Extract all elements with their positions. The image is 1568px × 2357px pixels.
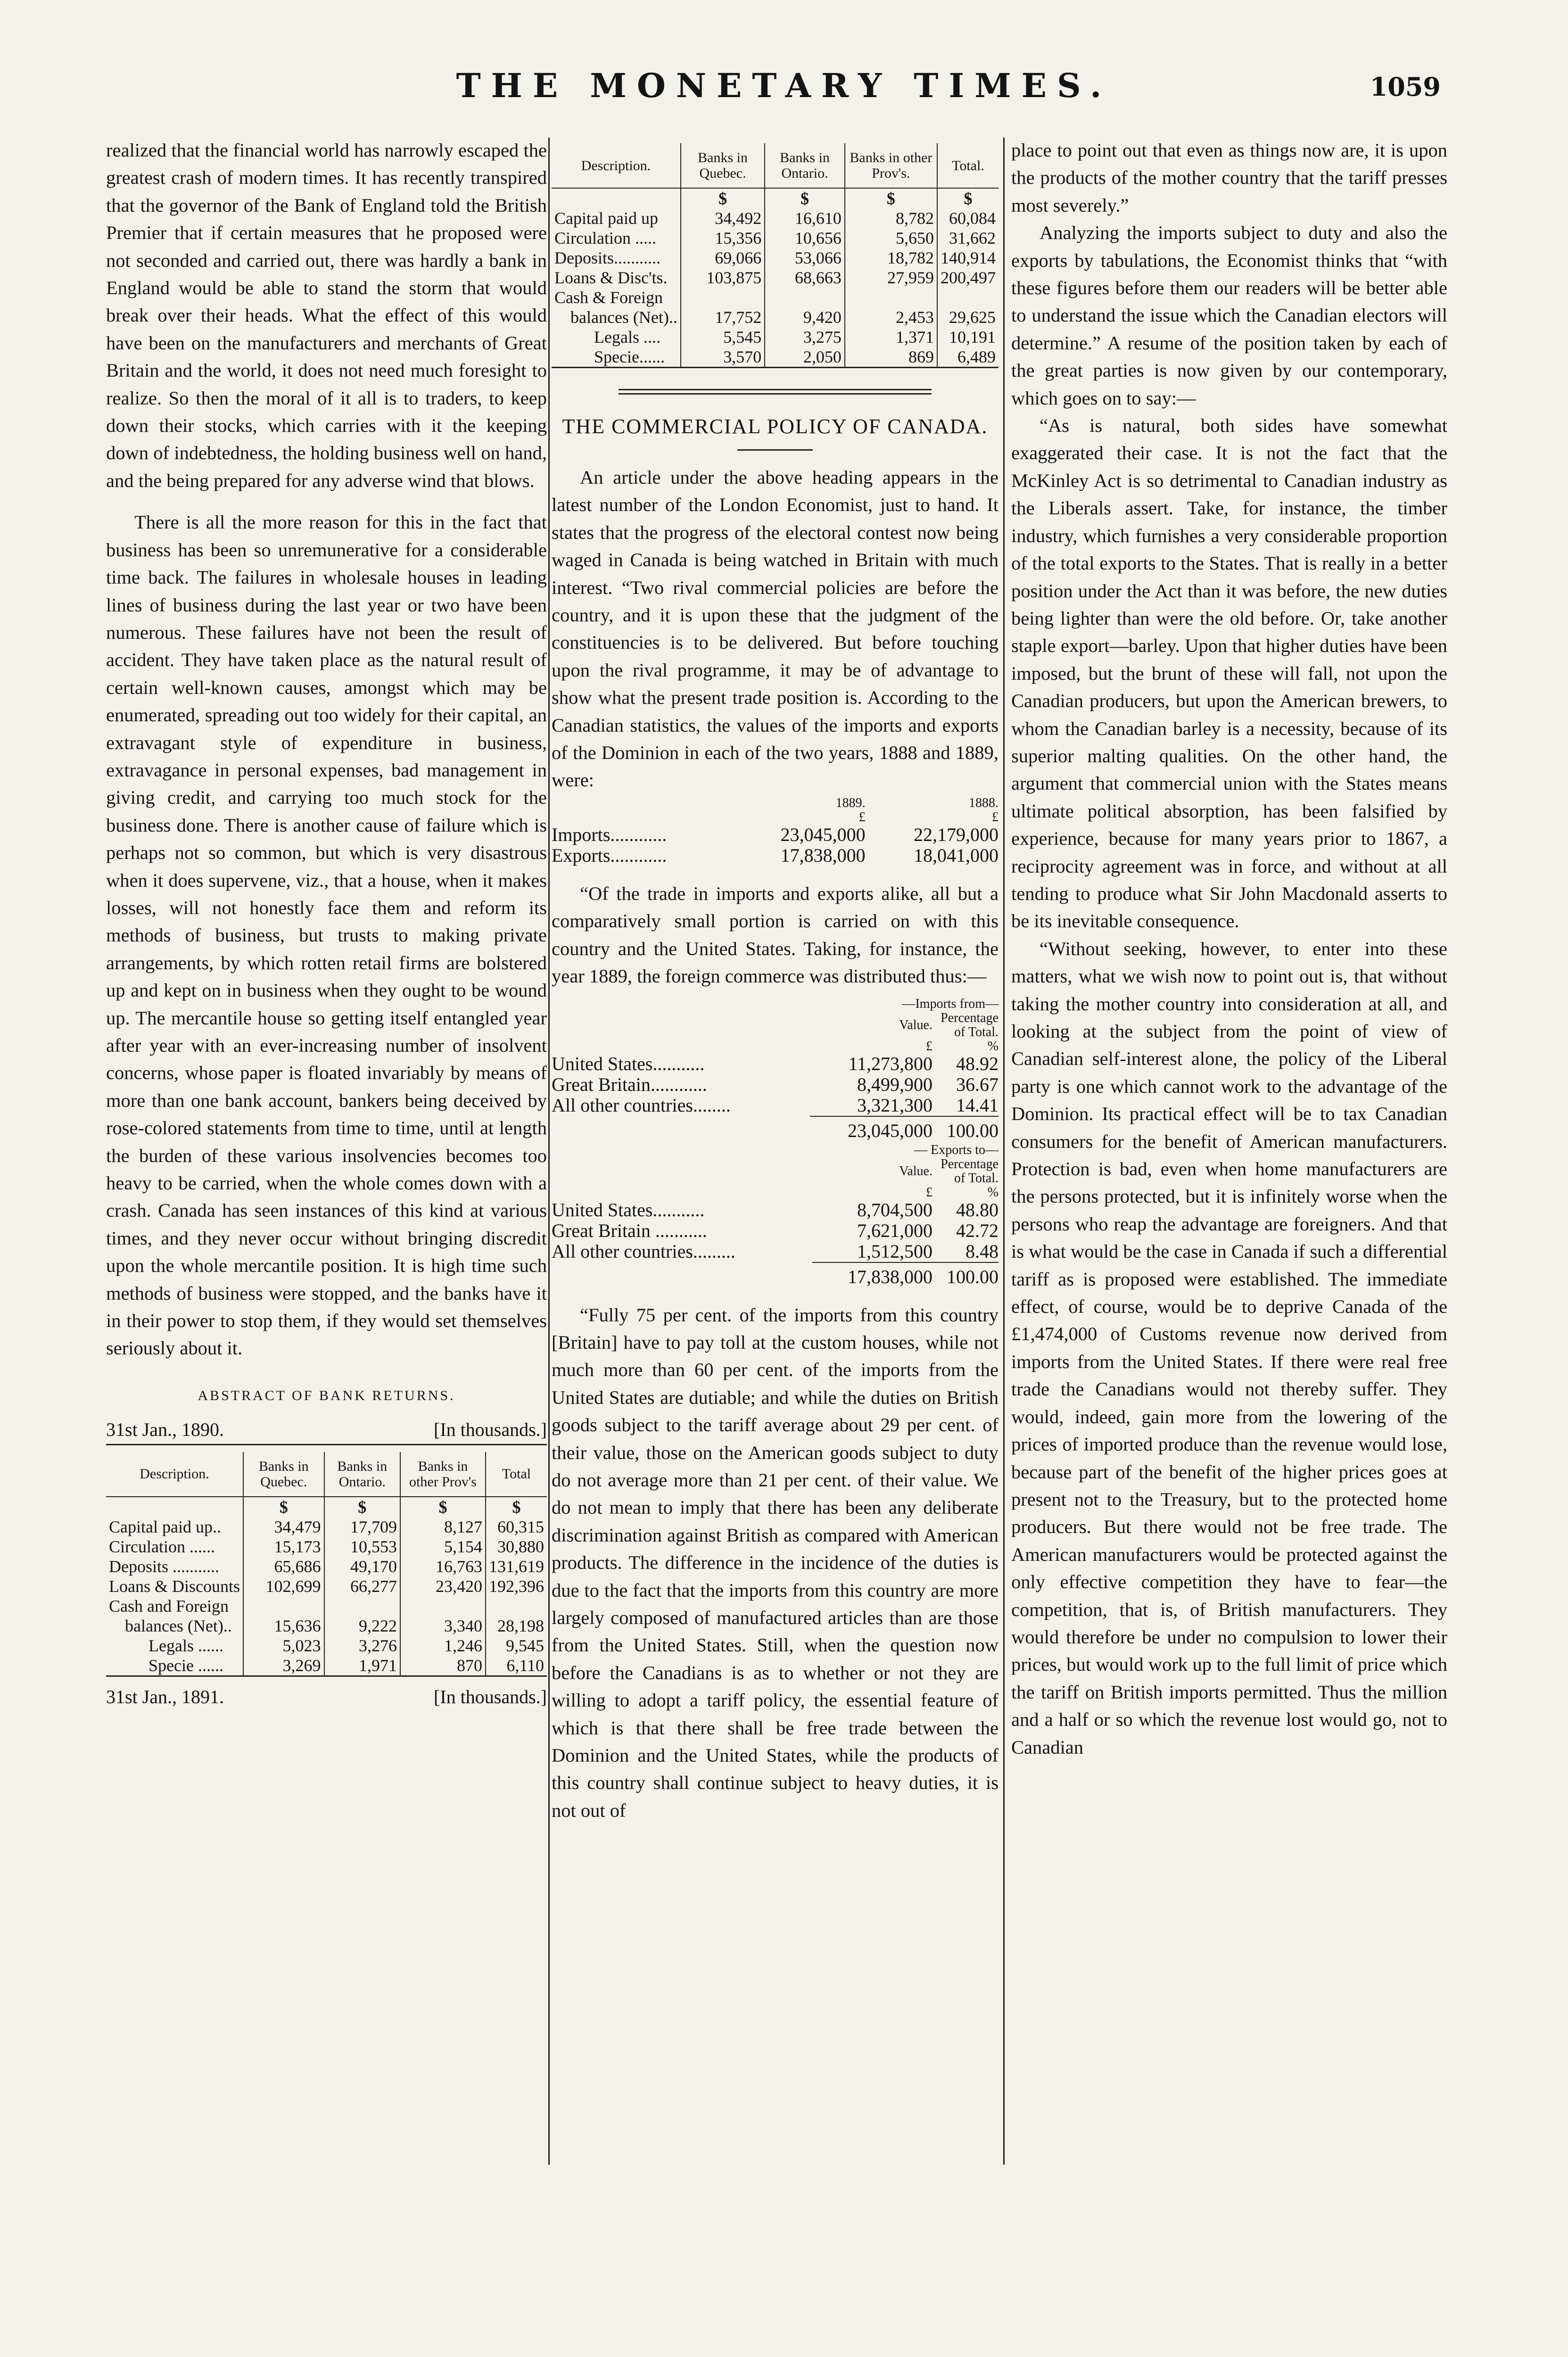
cell: 31,662 bbox=[949, 229, 996, 247]
unit-cell: $ bbox=[681, 188, 765, 208]
currency-label: £ bbox=[992, 809, 999, 824]
col-head-value: Value. bbox=[899, 1163, 933, 1178]
cell: 192,396 bbox=[489, 1576, 544, 1596]
cell: 8.48 bbox=[966, 1240, 999, 1262]
total-value: 23,045,000 bbox=[810, 1116, 933, 1141]
col-head-value: Value. bbox=[899, 1017, 933, 1032]
cell: 9,420 bbox=[765, 307, 845, 327]
row-label: Capital paid up.. bbox=[106, 1517, 243, 1537]
cell bbox=[681, 288, 765, 307]
year-label: 1889. bbox=[835, 795, 866, 810]
cell: 6,489 bbox=[957, 347, 996, 366]
column-header: Banks in Quebec. bbox=[681, 143, 765, 188]
table-header-row bbox=[106, 1452, 547, 1497]
cell: 34,479 bbox=[243, 1517, 324, 1537]
units-row bbox=[552, 188, 999, 208]
cell: 7,621,000 bbox=[857, 1220, 933, 1241]
cell: 102,699 bbox=[243, 1576, 324, 1596]
cell: 131,619 bbox=[489, 1557, 544, 1576]
row-label: Cash & Foreign bbox=[552, 288, 681, 307]
table-row bbox=[552, 248, 999, 268]
cell: 60,315 bbox=[497, 1517, 544, 1536]
unit-value: £ bbox=[926, 1185, 933, 1200]
cell bbox=[486, 1596, 547, 1616]
table-row bbox=[106, 1517, 547, 1537]
row-label: Deposits........... bbox=[552, 248, 681, 268]
unit-cell: $ bbox=[243, 1497, 324, 1517]
cell: 5,545 bbox=[681, 327, 765, 347]
column-header: Banks in other Prov's bbox=[400, 1452, 486, 1497]
table-row bbox=[552, 1074, 999, 1095]
cell: 16,610 bbox=[765, 208, 845, 228]
unit-value: £ bbox=[926, 1038, 933, 1054]
row-label: Specie ...... bbox=[106, 1656, 243, 1675]
table-row bbox=[106, 1596, 547, 1616]
row-label: balances (Net).. bbox=[106, 1616, 243, 1636]
cell: 17,752 bbox=[681, 307, 765, 327]
cell: 34,492 bbox=[681, 208, 765, 228]
exports-label: — Exports to— bbox=[914, 1142, 999, 1157]
row-label: Legals ...... bbox=[106, 1636, 243, 1656]
table-row bbox=[552, 228, 999, 248]
cell bbox=[324, 1596, 401, 1616]
cell: 17,838,000 bbox=[780, 844, 866, 866]
row-label: Loans & Disc'ts. bbox=[552, 268, 681, 288]
unit-pct: % bbox=[987, 1038, 999, 1054]
column-header: Description. bbox=[552, 143, 681, 188]
cell: 140,914 bbox=[941, 248, 996, 267]
cell bbox=[243, 1596, 324, 1616]
row-label: Circulation ...... bbox=[106, 1537, 243, 1557]
paragraph: An article under the above heading appears in the latest number of the London Economist, just to hand. It states that the progress of the electoral contest now being waged in Canada is being watched in Britain with much interest. “Two rival commercial policies are before the country, and it is upon these that the judgment of the constituencies is to be delivered. But before touching upon the rival programme, it may be of advantage to show what the present trade position is. According to the Canadian statistics, the values of the imports and exports of the Dominion in each of the two years, 1888 and 1889, were: bbox=[552, 467, 999, 791]
cell: 53,066 bbox=[765, 248, 845, 268]
cell: 27,959 bbox=[845, 268, 937, 288]
row-label: Great Britain ........... bbox=[552, 1220, 707, 1241]
unit-cell: $ bbox=[400, 1497, 486, 1517]
page-header bbox=[0, 66, 1568, 137]
bank-returns-table-1890 bbox=[106, 1444, 547, 1677]
table-row bbox=[552, 307, 999, 327]
table-caption-1891 bbox=[106, 1683, 547, 1711]
paragraph: “As is natural, both sides have somewhat exaggerated their case. It is not the fact that the McKinley Act is so detrimental to Canadian industry as the Liberals assert. Take, for instance, the timber industry, which furnishes a very considerable proportion of the total exports to the States. That is really in a better position under the Act than it was before, the new duties being lighter than were the old before. Or, take another staple export—barley. Upon that higher duties have been imposed, but the brunt of these will fall, not upon the Canadian producers, but upon the American brewers, to whom the Canadian barley is a necessity, because of its superior malting qualities. On the other hand, the argument that commercial union with the States means ultimate political absorption, has been falsified by experience, because for many years prior to 1867, a reciprocity agreement was in force, and without at all tending to produce what Sir John Macdonald asserts to be its inevitable consequence. bbox=[1011, 415, 1447, 932]
cell: 8,782 bbox=[845, 208, 937, 228]
row-label: United States........... bbox=[552, 1199, 705, 1220]
table-row bbox=[552, 288, 999, 307]
unit-cell: $ bbox=[765, 188, 845, 208]
paragraph: realized that the financial world has narrowly escaped the greatest crash of modern times. It has recently transpired that the governor of the Bank of England told the British Premier that if certain measures that he proposed were not seconded and carried out, there was hardly a bank in England would be able to stand the storm that would break over their heads. What the effect of this would have been on the manufacturers and merchants of Great Britain and the world, it does not need much foresight to realize. So then the moral of it all is to traders, to keep down their stocks, which carries with it the keeping down of indebtedness, the holding business well on hand, and the being prepared for any adverse wind that blows. bbox=[106, 140, 547, 491]
cell: 15,636 bbox=[243, 1616, 324, 1636]
cell bbox=[845, 288, 937, 307]
units-note: [In thousands.] bbox=[434, 1419, 547, 1441]
date-1891: 31st Jan., 1891. bbox=[106, 1686, 224, 1707]
section-divider bbox=[619, 389, 932, 395]
cell: 48.80 bbox=[956, 1199, 999, 1220]
paragraph: place to point out that even as things now are, it is upon the products of the mother country that the tariff presses most severely.” bbox=[1011, 140, 1447, 216]
cell: 17,709 bbox=[324, 1517, 401, 1537]
cell: 3,570 bbox=[681, 347, 765, 367]
cell: 69,066 bbox=[681, 248, 765, 268]
unit-cell: $ bbox=[512, 1497, 521, 1516]
cell: 200,497 bbox=[941, 268, 996, 287]
table-row bbox=[552, 1220, 999, 1241]
spacer bbox=[552, 796, 732, 810]
date-1890: 31st Jan., 1890. bbox=[106, 1419, 224, 1441]
cell: 869 bbox=[845, 347, 937, 367]
total-row bbox=[552, 1262, 999, 1287]
table-row bbox=[106, 1537, 547, 1557]
cell bbox=[937, 288, 999, 307]
cell: 10,656 bbox=[765, 228, 845, 248]
unit-cell: $ bbox=[964, 189, 973, 208]
table-row bbox=[552, 1054, 999, 1074]
cell: 5,154 bbox=[400, 1537, 486, 1557]
row-label: Cash and Foreign bbox=[106, 1596, 243, 1616]
cell: 28,198 bbox=[497, 1616, 544, 1635]
cell: 6,110 bbox=[506, 1656, 544, 1675]
row-label: Imports............ bbox=[552, 824, 667, 845]
row-label: All other countries......... bbox=[552, 1241, 735, 1262]
exports-distribution-table bbox=[552, 1143, 999, 1287]
table-row bbox=[552, 268, 999, 288]
cell: 9,545 bbox=[506, 1636, 544, 1655]
bank-returns-table-1891 bbox=[552, 143, 999, 368]
paragraph: “Without seeking, however, to enter into these matters, what we wish now to point out is, that without taking the mother country into consideration at all, and looking at the subject from the point of view of Canadian self-interest alone, the policy of the Liberal party is one which cannot work to the advantage of the Dominion. Its practical effect will be to tax Canadian consumers for the benefit of American manufacturers. Protection is bad, even when home manufacturers are the persons protected, but it is infinitely worse when the persons who reap the advantage are foreigners. And that is what would be the case in Canada if such a differential tariff as is proposed were established. The immediate effect, of course, would be to deprive Canada of the £1,474,000 of Customs revenue now derived from imports from the United States. If there were real free trade the Canadians would not thereby suffer. They would, indeed, gain more from the lowering of the prices of imported produce than the revenue would lose, because part of the benefit of the higher prices goes at present not to the Treasury, but to the protected home producers. But there would not be free trade. The American manufacturers would be protected against the only effective competition they have to fear—the competition, that is, of British manufacturers. They would therefore be under no compulsion to lower their prices, but would work up to the full limit of price which the tariff on British imports permitted. Thus the million and a half or so which the revenue lost would go, not to Canadian bbox=[1011, 938, 1447, 1758]
cell: 23,045,000 bbox=[780, 824, 866, 845]
table-caption-1890 bbox=[106, 1416, 547, 1443]
cell: 23,420 bbox=[400, 1576, 486, 1596]
table-row bbox=[552, 1095, 999, 1116]
column-header: Banks in Ontario. bbox=[324, 1452, 401, 1497]
total-value: 17,838,000 bbox=[812, 1262, 933, 1287]
table-row bbox=[552, 845, 999, 866]
cell: 5,650 bbox=[845, 228, 937, 248]
row-label: Circulation ..... bbox=[552, 228, 681, 248]
col-head-pct: Percentage of Total. bbox=[941, 1010, 999, 1039]
row-label: Loans & Discounts bbox=[106, 1576, 243, 1596]
cell: 36.67 bbox=[956, 1073, 999, 1095]
cell: 8,499,900 bbox=[857, 1073, 933, 1095]
masthead-title: THE MONETARY TIMES. bbox=[456, 66, 1112, 105]
paragraph: “Fully 75 per cent. of the imports from this country [Britain] have to pay toll at the custom houses, while not much more than 60 per cent. of the imports from the United States are dutiable; and while the duties on British goods subject to the tariff average about 29 per cent. of their value, those on the American goods subject to duty do not average more than 21 per cent. of their value. We do not mean to imply that there has been any deliberate discrimination against British as compared with American products. The difference in the incidence of the duties is due to the fact that the imports from this country are more largely composed of manufactured articles than are those from the United States. Still, when the question now before the Canadians is as to whether or not they are willing to adopt a tariff policy, the essential feature of which is that there shall be free trade between the Dominion and the United States, while the products of this country shall continue subject to heavy duties, it is not out of bbox=[552, 1304, 999, 1821]
row-label: Exports............ bbox=[552, 844, 667, 866]
column-header: Total bbox=[486, 1452, 547, 1497]
cell: 8,127 bbox=[400, 1517, 486, 1537]
cell: 11,273,800 bbox=[848, 1053, 933, 1074]
total-row bbox=[552, 1116, 999, 1141]
cell: 10,191 bbox=[949, 328, 996, 346]
column-1 bbox=[106, 137, 547, 1711]
cell: 22,179,000 bbox=[914, 824, 999, 845]
unit-cell: $ bbox=[324, 1497, 401, 1517]
cell bbox=[765, 288, 845, 307]
row-label: Legals .... bbox=[552, 327, 681, 347]
cell: 5,023 bbox=[243, 1636, 324, 1656]
cell: 1,371 bbox=[845, 327, 937, 347]
cell: 49,170 bbox=[324, 1557, 401, 1576]
unit-cell bbox=[552, 188, 681, 208]
cell bbox=[400, 1596, 486, 1616]
row-label: Capital paid up bbox=[552, 208, 681, 228]
column-header: Total. bbox=[937, 143, 999, 188]
table-row bbox=[552, 208, 999, 228]
row-label: Great Britain............ bbox=[552, 1073, 707, 1095]
page-number: 1059 bbox=[1370, 72, 1441, 102]
cell: 3,340 bbox=[400, 1616, 486, 1636]
cell: 14.41 bbox=[956, 1094, 999, 1116]
cell: 18,782 bbox=[845, 248, 937, 268]
unit-cell bbox=[106, 1497, 243, 1517]
trade-totals-table bbox=[552, 796, 999, 866]
table-row bbox=[552, 347, 999, 367]
cell: 8,704,500 bbox=[857, 1199, 933, 1220]
table-row bbox=[552, 1241, 999, 1262]
cell: 29,625 bbox=[949, 308, 996, 327]
abstract-title: ABSTRACT OF BANK RETURNS. bbox=[198, 1387, 455, 1403]
article-heading: THE COMMERCIAL POLICY OF CANADA. bbox=[562, 415, 988, 438]
cell: 1,971 bbox=[324, 1656, 401, 1675]
table-row bbox=[106, 1557, 547, 1576]
cell: 60,084 bbox=[949, 209, 996, 228]
cell: 65,686 bbox=[243, 1557, 324, 1576]
column-header: Banks in Ontario. bbox=[765, 143, 845, 188]
cell: 66,277 bbox=[324, 1576, 401, 1596]
total-pct: 100.00 bbox=[933, 1262, 999, 1287]
cell: 9,222 bbox=[324, 1616, 401, 1636]
row-label: Specie...... bbox=[552, 347, 681, 367]
cell: 2,453 bbox=[845, 307, 937, 327]
total-pct: 100.00 bbox=[933, 1116, 999, 1141]
cell: 3,269 bbox=[243, 1656, 324, 1675]
cell: 1,512,500 bbox=[857, 1240, 933, 1262]
column-2 bbox=[552, 137, 999, 1824]
table-row bbox=[106, 1636, 547, 1656]
column-rule-2 bbox=[1003, 138, 1005, 2165]
cell: 1,246 bbox=[400, 1636, 486, 1656]
cell: 42.72 bbox=[956, 1220, 999, 1241]
col-head-pct: Percentage of Total. bbox=[941, 1156, 999, 1186]
cell: 30,880 bbox=[497, 1537, 544, 1556]
cell: 2,050 bbox=[765, 347, 845, 367]
year-label: 1888. bbox=[969, 795, 999, 810]
cell: 3,321,300 bbox=[857, 1094, 933, 1116]
cell: 15,356 bbox=[681, 228, 765, 248]
table-row bbox=[106, 1616, 547, 1636]
unit-pct: % bbox=[987, 1185, 999, 1200]
cell: 48.92 bbox=[956, 1053, 999, 1074]
imports-distribution-table bbox=[552, 997, 999, 1141]
column-header: Banks in other Prov's. bbox=[845, 143, 937, 188]
table-row bbox=[552, 824, 999, 845]
column-3 bbox=[1011, 137, 1447, 1761]
table-header-row bbox=[552, 143, 999, 188]
table-row bbox=[552, 1200, 999, 1220]
row-label: United States........... bbox=[552, 1053, 705, 1074]
cell: 870 bbox=[400, 1656, 486, 1675]
units-note: [In thousands.] bbox=[434, 1686, 547, 1707]
row-label: balances (Net).. bbox=[552, 307, 681, 327]
table-row bbox=[552, 327, 999, 347]
currency-label: £ bbox=[858, 809, 866, 824]
row-label: All other countries........ bbox=[552, 1095, 731, 1116]
units-row bbox=[106, 1497, 547, 1517]
row-label: Deposits ........... bbox=[106, 1557, 243, 1576]
column-rule-1 bbox=[548, 138, 550, 2165]
cell: 103,875 bbox=[681, 268, 765, 288]
table-row bbox=[106, 1576, 547, 1596]
cell: 3,275 bbox=[765, 327, 845, 347]
cell: 3,276 bbox=[324, 1636, 401, 1656]
table-row bbox=[106, 1656, 547, 1675]
imports-label: —Imports from— bbox=[902, 996, 999, 1011]
paragraph: “Of the trade in imports and exports alike, all but a comparatively small portion is carried on with this country and the United States. Taking, for instance, the year 1889, the foreign commerce was distributed thus:— bbox=[552, 882, 999, 987]
paragraph: There is all the more reason for this in the fact that business has been so unremunerative for a considerable time back. The failures in wholesale houses in leading lines of business during the last year or two have been numerous. These failures have not been the result of accident. They have taken place as the natural result of certain well-known causes, amongst which may be enumerated, spreading out too widely for their capital, an extravagant style of expenditure in business, extravagance in personal expenses, bad management in giving credit, and carrying too much stock for the business done. There is another cause of failure which is perhaps not so common, but which is very disastrous when it does supervene, viz., that a house, when it makes losses, will not honestly face them and reform its methods of business, but trusts to making private arrangements, by which rotten retail firms are bolstered up and kept on in business when they ought to be wound up. The mercantile house so getting itself entangled year after year with an ever-increasing number of insolvent concerns, whose paper is floated invariably by means of more than one bank account, bankers being deceived by rose-colored statements from time to time, until at length the burden of these various insolvencies becomes too heavy to be carried, when the whole comes down with a crash. Canada has seen instances of this kind at various times, and they never occur without bringing discredit upon the whole mercantile position. It is high time such methods of business were stopped, and the banks have it in their power to stop them, if they would set themselves seriously about it. bbox=[106, 511, 547, 1359]
cell: 16,763 bbox=[400, 1557, 486, 1576]
column-header: Banks in Quebec. bbox=[243, 1452, 324, 1497]
cell: 15,173 bbox=[243, 1537, 324, 1557]
cell: 68,663 bbox=[765, 268, 845, 288]
column-header: Description. bbox=[106, 1452, 243, 1497]
cell: 18,041,000 bbox=[914, 844, 999, 866]
unit-cell: $ bbox=[845, 188, 937, 208]
heading-rule bbox=[737, 449, 813, 451]
cell: 10,553 bbox=[324, 1537, 401, 1557]
paragraph: Analyzing the imports subject to duty and also the exports by tabulations, the Economist thinks that “with these figures before them our readers will be better able to understand the issue which the Canadian electors will determine.” A resume of the position taken by each of the great parties is now given by our contemporary, which goes on to say:— bbox=[1011, 222, 1447, 409]
